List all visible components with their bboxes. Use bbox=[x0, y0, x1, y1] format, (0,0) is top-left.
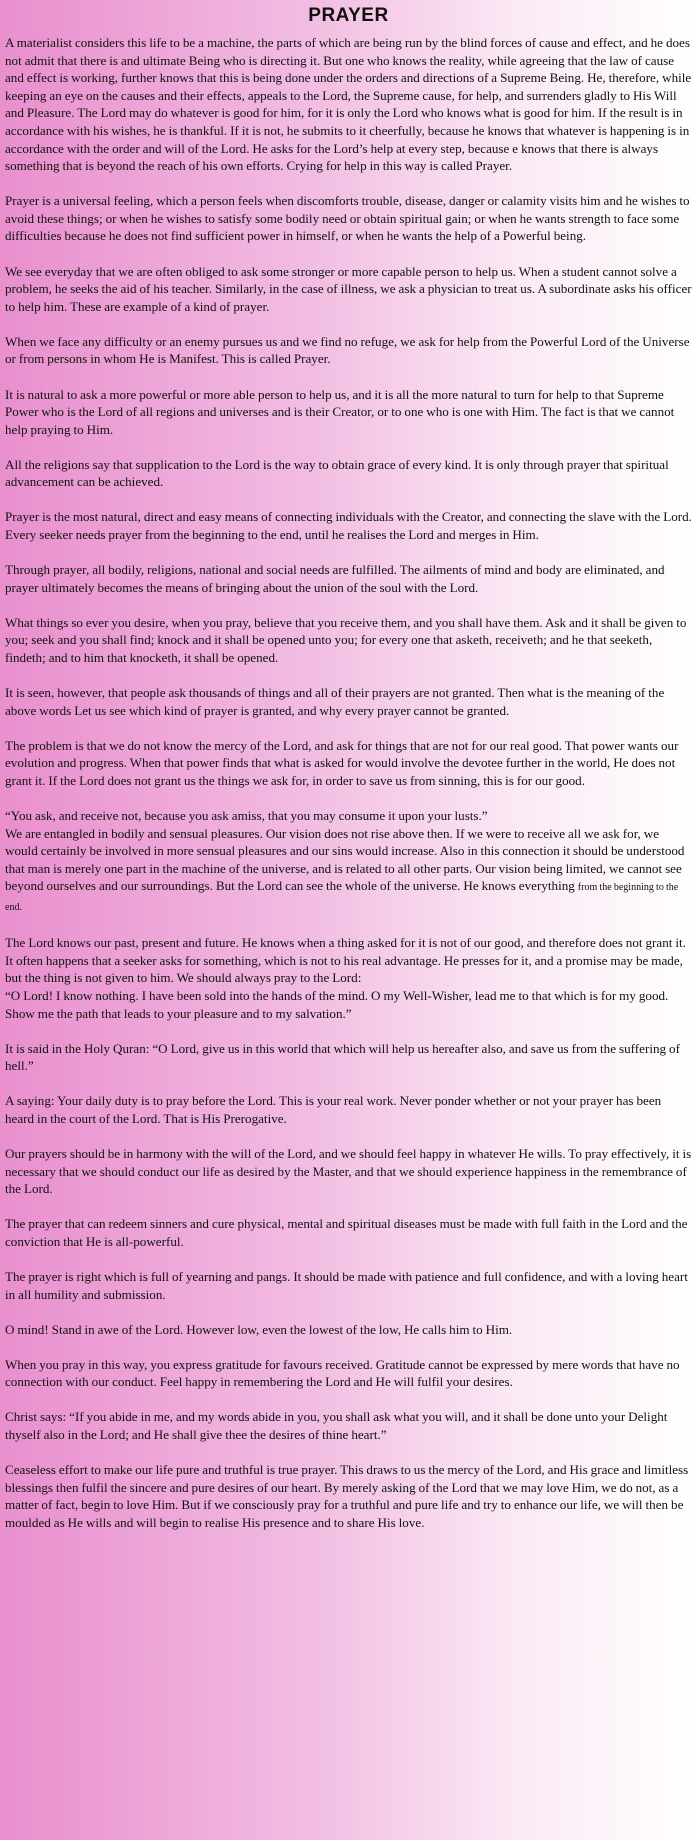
paragraph: When we face any difficulty or an enemy pursues us and we find no refuge, we ask for help from the Powerful Lord of the Universe or from persons in whom He is Manifest. This is called Prayer. bbox=[5, 333, 690, 367]
paragraph: All the religions say that supplication to the Lord is the way to obtain grace of every kind. It is only through prayer that spiritual advancement can be achieved. bbox=[5, 456, 669, 490]
paragraph: Through prayer, all bodily, religions, national and social needs are fulfilled. The ailments of mind and body are eliminated, and prayer ultimately becomes the means of bringing about the union of the soul with the Lord. bbox=[5, 562, 665, 595]
paragraph: The problem is that we do not know the mercy of the Lord, and ask for things that are not for our real good. That power wants our evolution and progress. When that power finds that what is asked for would involve the devotee further in the world, He does not grant it. If the Lord does not grant us the things we ask for, in order to save us from sinning, this is for our good. bbox=[5, 737, 679, 788]
paragraph: What things so ever you desire, when you pray, believe that you receive them, and you shall have them. Ask and it shall be given to you; seek and you shall find; knock and it shall be opened unto you; for every one that asketh, receiveth; and he that seeketh, findeth; and to him that knocketh, it shall be opened. bbox=[5, 614, 687, 666]
paragraph: Ceaseless effort to make our life pure and truthful is true prayer. This draws to us the mercy of the Lord, and His grace and limitless blessings then fulfil the sincere and pure desires of our heart. By merely asking of the Lord that we may love Him, we do not, as a matter of fact, begin to love Him. But if we consciously pray for a truthful and pure life and try to enhance our life, we will then be moulded as He wills and will begin to realise His presence and to share His love. bbox=[5, 1462, 689, 1530]
paragraph: It is seen, however, that people ask thousands of things and all of their prayers are not granted. Then what is the meaning of the above words Let us see which kind of prayer is granted, and why every prayer cannot be granted. bbox=[5, 685, 665, 718]
paragraph: We see everyday that we are often obliged to ask some stronger or more capable person to help us. When a student cannot solve a problem, he seeks the aid of his teacher. Similarly, in the case of illness, we ask a physician to treat us. A subordinate asks his officer to help him. These are example of a kind of prayer. bbox=[5, 263, 692, 314]
paragraph-small-text: from the beginning to the end. bbox=[5, 882, 679, 914]
paragraph: When you pray in this way, you express gratitude for favours received. Gratitude cannot be expressed by mere words that have no connection with our conduct. Feel happy in remembering the Lord and He will fulfil your desires. bbox=[5, 1356, 680, 1390]
paragraph: A materialist considers this life to be a machine, the parts of which are being run by the blind forces of cause and effect, and he does not admit that there is and ultimate Being who is directing it. But one who knows the reality, while agreeing that the law of cause and effect is working, further knows that this is being done under the orders and directions of a Supreme Being. He, therefore, while keeping an eye on the causes and their effects, appeals to the Lord, the Supreme cause, for help, and surrenders gladly to His Will and Pleasure. The Lord may do whatever is good for him, for it is only the Lord who knows what is good for him. If the result is in accordance with his wishes, he is thankful. If it is not, he submits to it cheerfully, because he knows that whatever is happening is in accordance with the order and will of the Lord. He asks for the Lord’s help at every step, because e knows that there is always something that is beyond the reach of his own efforts. Crying for help in this way is called Prayer. bbox=[5, 35, 692, 174]
paragraph: The prayer is right which is full of yearning and pangs. It should be made with patience and full confidence, and with a loving heart in all humility and submission. bbox=[5, 1268, 688, 1302]
page-title: PRAYER bbox=[308, 5, 389, 26]
quote-paragraph: “O Lord! I know nothing. I have been sold into the hands of the mind. O my Well-Wisher, lead me to that which is for my good. Show me the path that leads to your pleasure and to my salvation.” bbox=[5, 987, 669, 1021]
paragraph: It is said in the Holy Quran: “O Lord, give us in this world that which will help us hereafter also, and save us from the suffering of hell.” bbox=[5, 1040, 680, 1074]
paragraph: The Lord knows our past, present and future. He knows when a thing asked for it is not of our good, and therefore does not grant it. It often happens that a seeker asks for something, which is not to his real advantage. He presses for it, and a promise may be made, but the thing is not given to him. We should always pray to the Lord: bbox=[5, 935, 686, 986]
paragraph: Christ says: “If you abide in me, and my words abide in you, you shall ask what you will, and it shall be done unto your Delight thyself also in the Lord; and He shall give thee the desires of thine heart.” bbox=[5, 1409, 668, 1443]
paragraph: O mind! Stand in awe of the Lord. However low, even the lowest of the low, He calls him to Him. bbox=[5, 1321, 513, 1337]
paragraph: The prayer that can redeem sinners and cure physical, mental and spiritual diseases must be made with full faith in the Lord and the conviction that He is all-powerful. bbox=[5, 1216, 688, 1249]
paragraph bbox=[5, 825, 692, 917]
paragraph: It is natural to ask a more powerful or more able person to help us, and it is all the more natural to turn for help to that Supreme Power who is the Lord of all regions and universes and is their Creator, or to one who is one with Him. The fact is that we cannot help praying to Him. bbox=[5, 386, 675, 437]
paragraph: Our prayers should be in harmony with the will of the Lord, and we should feel happy in whatever He wills. To pray effectively, it is necessary that we should conduct our life as desired by the Master, and that we should experience happiness in the remembrance of the Lord. bbox=[5, 1146, 692, 1197]
quote-paragraph: “You ask, and receive not, because you ask amiss, that you may consume it upon your lusts.” bbox=[5, 808, 488, 824]
paragraph: Prayer is the most natural, direct and easy means of connecting individuals with the Creator, and connecting the slave with the Lord. Every seeker needs prayer from the beginning to the end, until he realises the Lord and merges in Him. bbox=[5, 509, 692, 543]
paragraph: Prayer is a universal feeling, which a person feels when discomforts trouble, disease, danger or calamity visits him and he wishes to avoid these things; or when he wishes to satisfy some bodily need or obtain spiritual gain; or when he wants strength to face some difficulties because he does not find sufficient power in himself, or when he wants the help of a Powerful being. bbox=[5, 193, 690, 244]
paragraph: A saying: Your daily duty is to pray before the Lord. This is your real work. Never ponder whether or not your prayer has been heard in the court of the Lord. That is His Prerogative. bbox=[5, 1093, 662, 1126]
paragraph-text: We are entangled in bodily and sensual pleasures. Our vision does not rise above then. If we were to receive all we ask for, we would certainly be involved in more sensual pleasures and our sins would increase. Also in this connection it should be understood that man is merely one part in the machine of the universe, and is related to all other parts. Our vision being limited, we cannot see beyond ourselves and our surroundings. But the Lord can see the whole of the universe. He knows everything bbox=[5, 825, 685, 894]
